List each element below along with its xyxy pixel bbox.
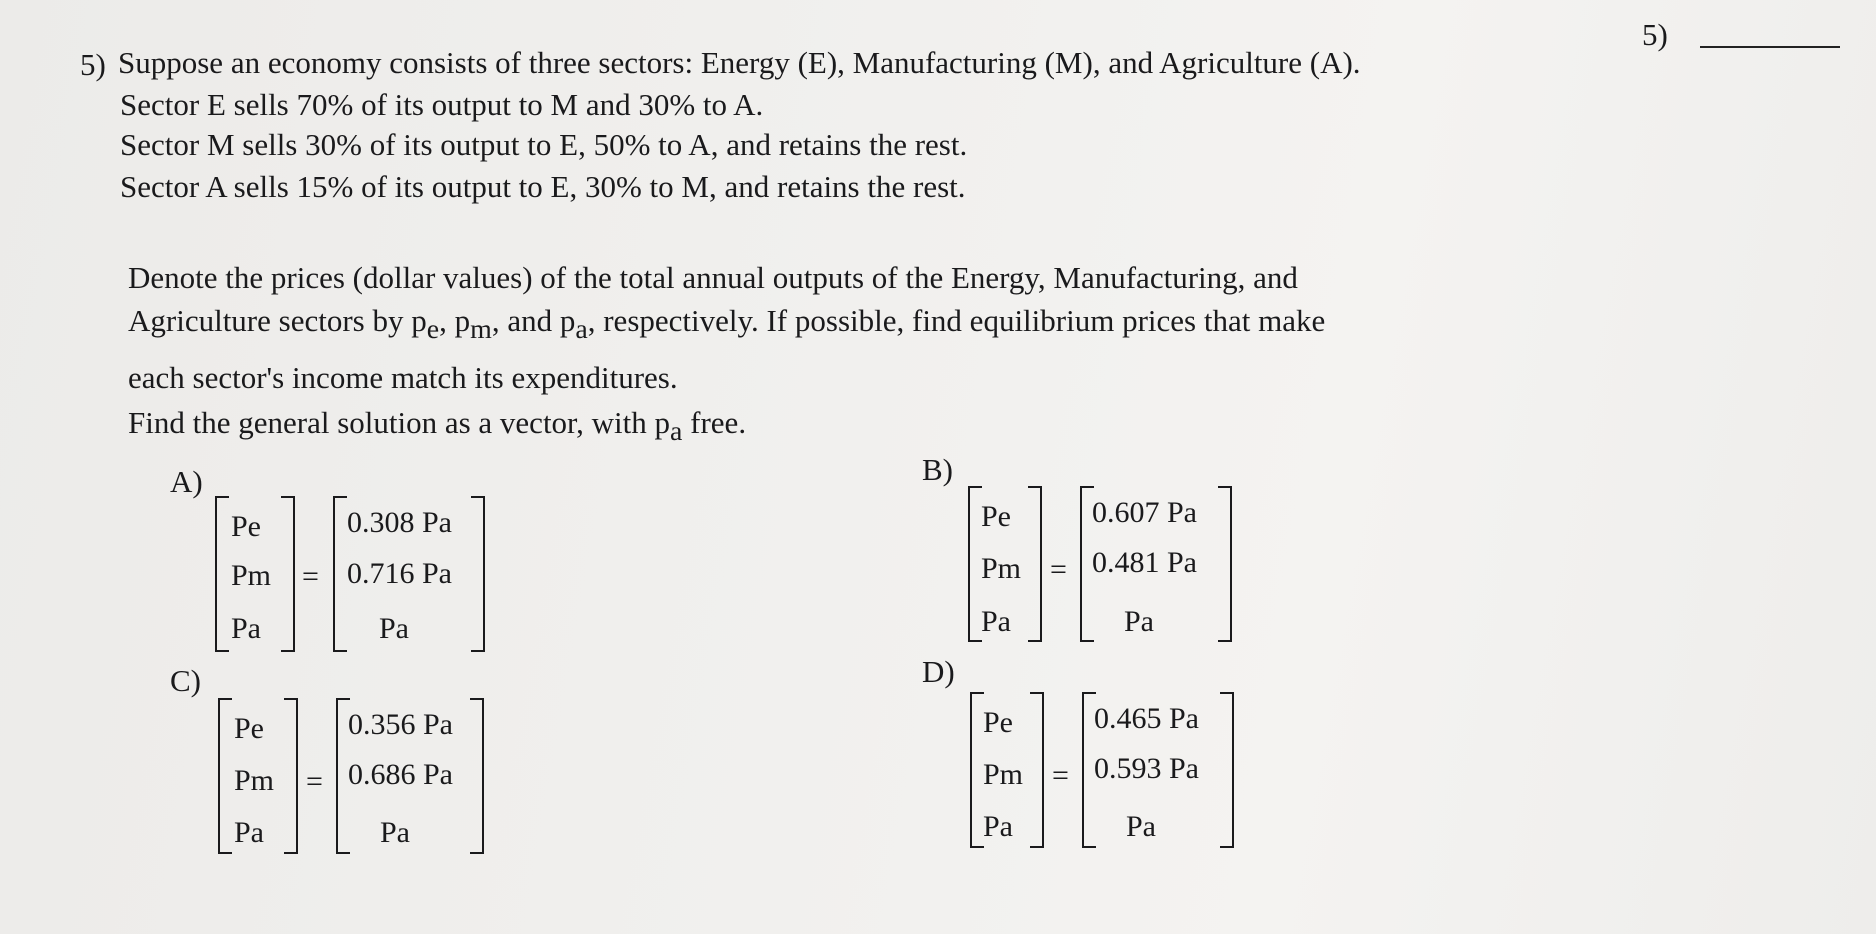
lhs-cell: Pm (981, 552, 1022, 585)
right-bracket (284, 698, 298, 854)
answer-number: 5) (1642, 17, 1668, 52)
lhs-cell: Pe (231, 510, 261, 543)
rhs-cell: Pa (1126, 810, 1156, 843)
right-bracket (1218, 486, 1232, 642)
lhs-cell: Pm (983, 758, 1024, 791)
option-a-rhs-vector (333, 496, 485, 652)
option-c-lhs-vector (218, 698, 298, 854)
rhs-cell: 0.607 Pa (1092, 496, 1197, 529)
option-b-label[interactable]: B) (922, 452, 953, 487)
option-b-rhs-vector (1080, 486, 1232, 642)
lhs-cell: Pe (983, 706, 1013, 739)
option-a-lhs-vector (215, 496, 295, 652)
question-line-1: Suppose an economy consists of three sectors: Energy (E), Manufacturing (M), and Agriculture (A). (118, 45, 1361, 80)
right-bracket (1028, 486, 1042, 642)
lhs-cell: Pa (981, 605, 1011, 638)
rhs-cell: Pa (380, 816, 410, 849)
option-d-lhs-vector (970, 692, 1044, 848)
paragraph2-line-4: Find the general solution as a vector, with $p_a$ free. (128, 405, 747, 448)
lhs-cell: Pe (981, 500, 1011, 533)
rhs-cell: 0.308 Pa (347, 506, 452, 539)
lhs-cell: Pm (231, 559, 272, 592)
rhs-cell: 0.481 Pa (1092, 546, 1197, 579)
rhs-cell: 0.465 Pa (1094, 702, 1199, 735)
right-bracket (281, 496, 295, 652)
option-d-equation[interactable] (970, 692, 1234, 848)
rhs-cell: 0.593 Pa (1094, 752, 1199, 785)
question-number: 5) (80, 47, 106, 82)
right-bracket (1220, 692, 1234, 848)
paragraph2-line-3: each sector's income match its expenditures. (128, 360, 678, 395)
option-b-equation[interactable] (968, 486, 1232, 642)
option-d-rhs-vector (1082, 692, 1234, 848)
left-bracket (333, 496, 347, 652)
left-bracket (218, 698, 232, 854)
right-bracket (470, 698, 484, 854)
rhs-cell: 0.716 Pa (347, 557, 452, 590)
question-line-2: Sector E sells 70% of its output to M and 30% to A. (120, 87, 764, 122)
left-bracket (215, 496, 229, 652)
rhs-cell: Pa (379, 612, 409, 645)
paragraph2-line-1: Denote the prices (dollar values) of the total annual outputs of the Energy, Manufacturing, and (128, 260, 1298, 295)
rhs-cell: 0.356 Pa (348, 708, 453, 741)
option-a-equation[interactable] (215, 496, 485, 652)
equals-sign: = (1052, 759, 1069, 792)
left-bracket (968, 486, 982, 642)
left-bracket (970, 692, 984, 848)
option-d-label[interactable]: D) (922, 654, 955, 689)
option-a-label[interactable]: A) (170, 464, 203, 499)
question-line-3: Sector M sells 30% of its output to E, 50% to A, and retains the rest. (120, 127, 968, 162)
option-c-equation[interactable] (218, 698, 484, 854)
right-bracket (471, 496, 485, 652)
equals-sign: = (306, 765, 323, 798)
equals-sign: = (302, 560, 319, 593)
rhs-cell: 0.686 Pa (348, 758, 453, 791)
equals-sign: = (1050, 553, 1067, 586)
option-c-rhs-vector (336, 698, 484, 854)
lhs-cell: Pa (983, 810, 1013, 843)
option-b-lhs-vector (968, 486, 1042, 642)
rhs-cell: Pa (1124, 605, 1154, 638)
option-c-label[interactable]: C) (170, 663, 201, 698)
question-line-4: Sector A sells 15% of its output to E, 30% to M, and retains the rest. (120, 169, 966, 204)
lhs-cell: Pa (231, 612, 261, 645)
lhs-cell: Pm (234, 764, 275, 797)
paragraph2-line-2: Agriculture sectors by $p_e$, $p_m$, and $p_a$, respectively. If possible, find equilibrium prices that make (128, 303, 1326, 346)
lhs-cell: Pe (234, 712, 264, 745)
right-bracket (1030, 692, 1044, 848)
answer-blank-line[interactable] (1700, 46, 1840, 48)
lhs-cell: Pa (234, 816, 264, 849)
